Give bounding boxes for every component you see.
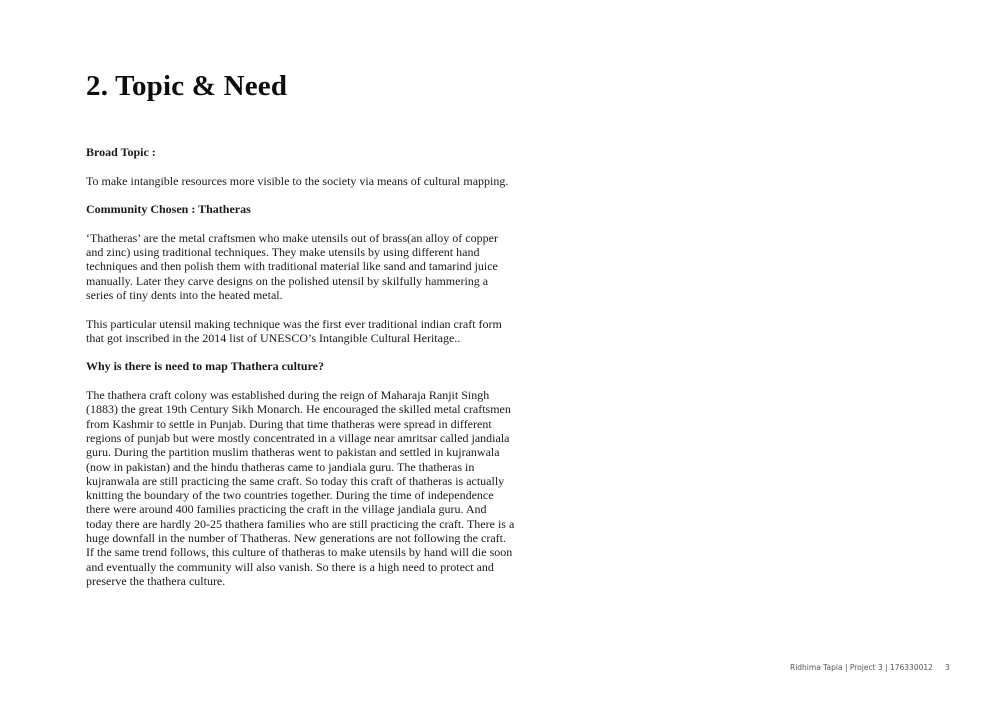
text-line: This particular utensil making technique was the first ever traditional indian craft form (86, 316, 502, 331)
need-paragraph (86, 388, 526, 588)
text-line: huge downfall in the number of Thatheras. New generations are not following the craft. (86, 531, 506, 546)
text-line: that got inscribed in the 2014 list of UNESCO’s Intangible Cultural Heritage.. (86, 330, 461, 345)
text-line: knitting the boundary of the two countries together. During the time of independence (86, 488, 494, 503)
text-line: there were around 400 families practicing the craft in the village jandiala guru. And (86, 502, 487, 517)
community-paragraph-1 (86, 231, 526, 302)
page-number: 3 (945, 663, 950, 672)
text-line: manually. Later they carve designs on the polished utensil by skilfully hammering a (86, 273, 489, 288)
text-line: today there are hardly 20-25 thathera families who are still practicing the craft. There is a (86, 516, 515, 531)
page-title: 2. Topic & Need (86, 70, 288, 102)
community-paragraph-2 (86, 317, 526, 346)
text-line: (now in pakistan) and the hindu thatheras came to jandiala guru. The thatheras in (86, 459, 475, 474)
text-line: (1883) the great 19th Century Sikh Monarch. He encouraged the skilled metal craftsmen (86, 402, 511, 417)
text-line: If the same trend follows, this culture of thatheras to make utensils by hand will die soon (86, 545, 513, 560)
text-line: and zinc) using traditional techniques. They make utensils by using different hand (86, 245, 480, 260)
text-line: from Kashmir to settle in Punjab. During that time thatheras were spread in different (86, 416, 492, 431)
text-line: techniques and then polish them with traditional material like sand and tamarind juice (86, 259, 498, 274)
broad-topic-heading: Broad Topic : (86, 145, 156, 159)
broad-topic-text: To make intangible resources more visible to the society via means of cultural mapping. (86, 173, 509, 188)
text-line: guru. During the partition muslim thatheras went to pakistan and settled in kujranwala (86, 445, 500, 460)
community-heading: Community Chosen : Thatheras (86, 202, 251, 217)
text-line: and eventually the community will also vanish. So there is a high need to protect and (86, 559, 494, 574)
text-line: regions of punjab but were mostly concentrated in a village near amritsar called jandiala (86, 430, 510, 445)
text-line: ‘Thatheras’ are the metal craftsmen who make utensils out of brass(an alloy of copper (86, 230, 498, 245)
need-heading: Why is there is need to map Thathera culture? (86, 359, 325, 374)
text-line: preserve the thathera culture. (86, 573, 226, 588)
content-body (86, 145, 526, 588)
text-line: series of tiny dents into the heated metal. (86, 287, 283, 302)
footer-credit: Ridhima Tapia | Project 3 | 176330012 (790, 663, 933, 672)
text-line: The thathera craft colony was established during the reign of Maharaja Ranjit Singh (86, 388, 490, 403)
text-line: kujranwala are still practicing the same craft. So today this craft of thatheras is actually (86, 473, 505, 488)
